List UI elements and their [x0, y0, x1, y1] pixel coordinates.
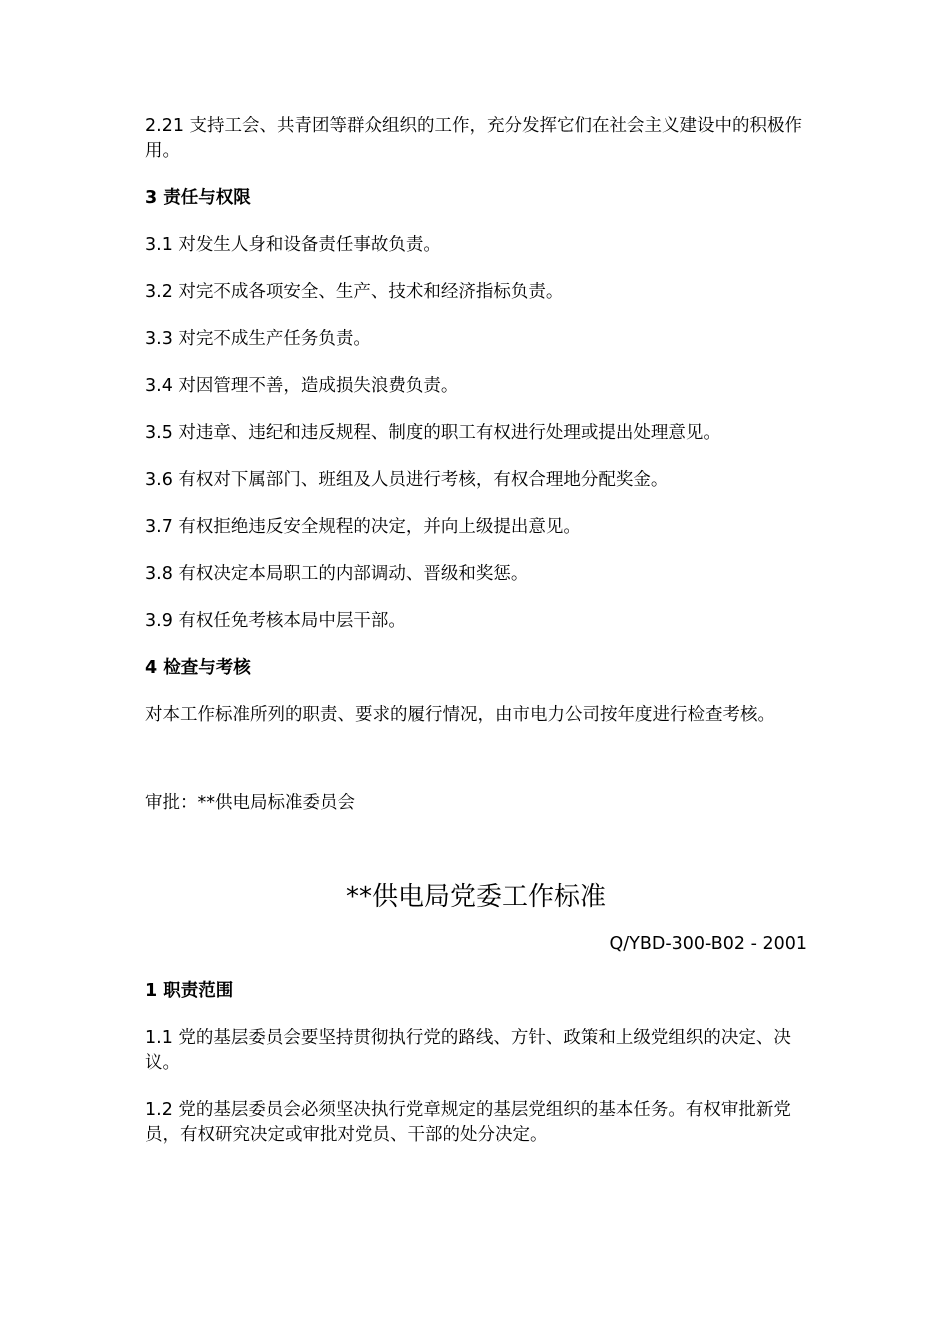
paragraph-3-6: 3.6 有权对下属部门、班组及人员进行考核，有权合理地分配奖金。	[145, 470, 669, 490]
heading-scope-of-duties: 1 职责范围	[145, 981, 234, 1001]
paragraph-3-7: 3.7 有权拒绝违反安全规程的决定，并向上级提出意见。	[145, 517, 581, 537]
paragraph-3-1: 3.1 对发生人身和设备责任事故负责。	[145, 235, 441, 255]
heading-responsibility-authority: 3 责任与权限	[145, 188, 251, 208]
document-title: **供电局党委工作标准	[345, 882, 606, 912]
paragraph-4: 对本工作标准所列的职责、要求的履行情况，由市电力公司按年度进行检查考核。	[145, 705, 775, 725]
paragraph-3-3: 3.3 对完不成生产任务负责。	[145, 329, 371, 349]
document-page	[145, 114, 807, 1170]
paragraph-3-5: 3.5 对违章、违纪和违反规程、制度的职工有权进行处理或提出处理意见。	[145, 423, 721, 443]
paragraph-3-2: 3.2 对完不成各项安全、生产、技术和经济指标负责。	[145, 282, 564, 302]
paragraph-2-21: 2.21 支持工会、共青团等群众组织的工作，充分发挥它们在社会主义建设中的积极作用。	[145, 116, 803, 161]
document-code: Q/YBD-300-B02 - 2001	[609, 934, 807, 954]
paragraph-1-2: 1.2 党的基层委员会必须坚决执行党章规定的基层党组织的基本任务。有权审批新党员，有权研究决定或审批对党员、干部的处分决定。	[145, 1100, 791, 1145]
paragraph-3-9: 3.9 有权任免考核本局中层干部。	[145, 611, 406, 631]
heading-inspection-assessment: 4 检查与考核	[145, 658, 251, 678]
paragraph-3-4: 3.4 对因管理不善，造成损失浪费负责。	[145, 376, 459, 396]
paragraph-3-8: 3.8 有权决定本局职工的内部调动、晋级和奖惩。	[145, 564, 529, 584]
approval-line: 审批：**供电局标准委员会	[145, 793, 355, 813]
paragraph-1-1: 1.1 党的基层委员会要坚持贯彻执行党的路线、方针、政策和上级党组织的决定、决议。	[145, 1028, 791, 1073]
